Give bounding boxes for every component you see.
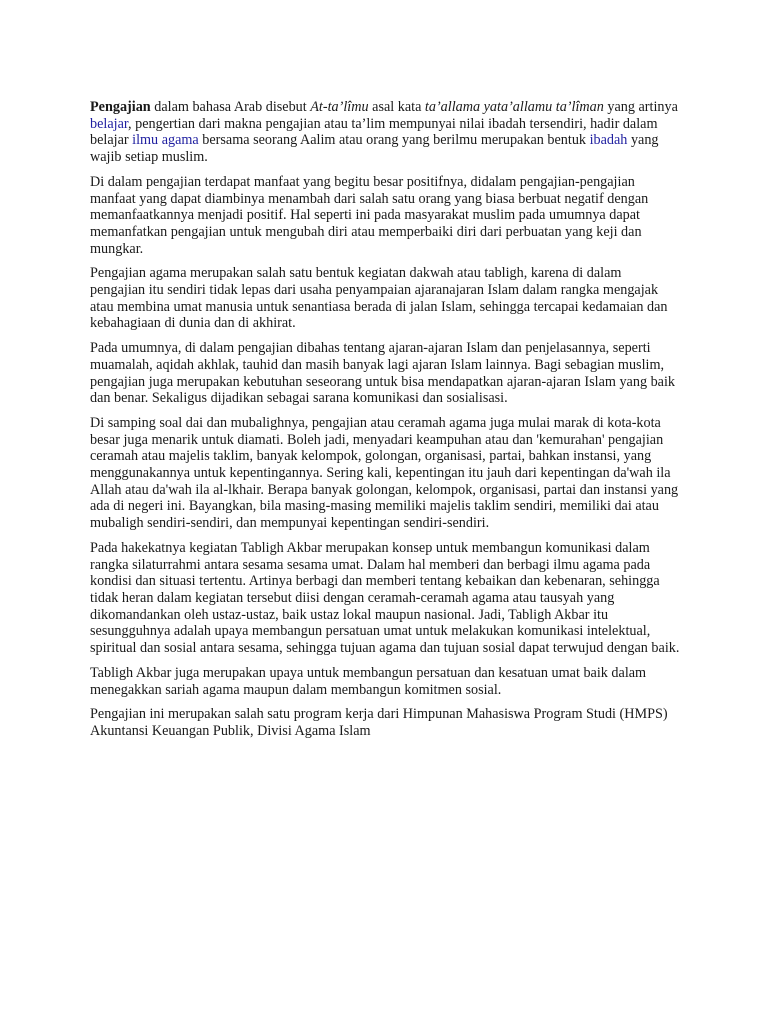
- paragraph-6: Pada hakekatnya kegiatan Tabligh Akbar merupakan konsep untuk membangun komunikasi dalam rangka silaturrahmi antara sesama sesama umat. Dalam hal memberi dan berbagi ilmu agama pada kondisi dan situasi tertentu. Artinya berbagi dan memberi tentang kebaikan dan kebenaran, sehingga tidak heran dalam kegiatan tersebut diisi dengan ceramah-ceramah agama atau tausyah yang dikomandankan oleh ustaz-ustaz, baik ustaz lokal maupun nasional. Jadi, Tabligh Akbar itu sesungguhnya adalah upaya membangun persatuan umat untuk melakukan komunikasi intelektual, spiritual dan sosial antara sesama, sehingga tujuan agama dan tujuan sosial dapat terwujud dengan baik.: [90, 539, 680, 657]
- paragraph-4: Pada umumnya, di dalam pengajian dibahas tentang ajaran-ajaran Islam dan penjelasannya, seperti muamalah, aqidah akhlak, tauhid dan masih banyak lagi ajaran Islam lainnya. Bagi sebagian muslim, pengajian juga merupakan kebutuhan seseorang untuk bisa mendapatkan ajaran-ajaran Islam yang baik dan benar. Sekaligus dijadikan sebagai sarana komunikasi dan sosialisasi.: [90, 340, 676, 407]
- paragraph-5: Di samping soal dai dan mubalighnya, pengajian atau ceramah agama juga mulai marak di kota-kota besar juga menarik untuk diamati. Boleh jadi, menyadari keampuhan atau dan 'kemurahan' pengajian ceramah atau majelis taklim, banyak kelompok, golongan, organisasi, partai, bahkan instansi, yang menggunakannya untuk kepentingannya. Sering kali, kepentingan itu jauh dari kepentingan da'wah ila Allah atau da'wah ila al-lkhair. Berapa banyak golongan, kelompok, organisasi, partai dan instansi yang ada di negeri ini. Bayangkan, bila masing-masing memiliki majelis taklim sendiri, memiliki dai atau mubaligh sendiri-sendiri, dan mempunyai kepentingan sendiri-sendiri.: [90, 414, 679, 532]
- link-belajar[interactable]: belajar: [90, 115, 129, 132]
- article-body: [90, 99, 680, 748]
- text-run: , pengertian dari makna pengajian atau ta’lim mempunyai nilai ibadah tersendiri, hadir dalam belajar: [90, 115, 658, 149]
- arabic-term: At-ta’lîmu: [310, 99, 369, 115]
- paragraph-3: Pengajian agama merupakan salah satu bentuk kegiatan dakwah atau tabligh, karena di dalam pengajian itu sendiri tidak lepas dari usaha penyampaian ajaranajaran Islam dalam rangka mengajak atau membina umat manusia untuk senantiasa berada di jalan Islam, sehingga tercapai kedamaian dan kebahagiaan di dunia dan di akhirat.: [90, 265, 668, 332]
- link-ilmu-agama[interactable]: ilmu agama: [132, 132, 199, 149]
- link-ibadah[interactable]: ibadah: [589, 132, 628, 149]
- text-run: asal kata: [368, 99, 425, 115]
- text-run: dalam bahasa Arab disebut: [150, 99, 311, 115]
- paragraph-1: [90, 99, 680, 166]
- paragraph-7: Tabligh Akbar juga merupakan upaya untuk membangun persatuan dan kesatuan umat baik dalam menegakkan sariah agama maupun dalam membangun komitmen sosial.: [90, 664, 647, 698]
- text-run: yang artinya: [603, 99, 678, 115]
- term-pengajian: Pengajian: [90, 99, 151, 115]
- text-run: bersama seorang Aalim atau orang yang berilmu merupakan bentuk: [198, 132, 590, 149]
- arabic-root: ta’allama yata’allamu ta’lîman: [424, 99, 604, 115]
- paragraph-2: Di dalam pengajian terdapat manfaat yang begitu besar positifnya, didalam pengajian-pengajian manfaat yang dapat diambinya menambah dari salah satu orang yang biasa berbuat negatif dengan memanfaatkannya menjadi positif. Hal seperti ini pada masyarakat muslim pada umumnya dapat memanfatkan pengajian untuk mengubah diri atau memperbaiki diri dari perbuatan yang keji dan mungkar.: [90, 173, 649, 257]
- paragraph-8: Pengajian ini merupakan salah satu program kerja dari Himpunan Mahasiswa Program Studi (HMPS) Akuntansi Keuangan Publik, Divisi Agama Islam: [90, 706, 668, 739]
- text-run: yang wajib setiap muslim.: [90, 132, 659, 166]
